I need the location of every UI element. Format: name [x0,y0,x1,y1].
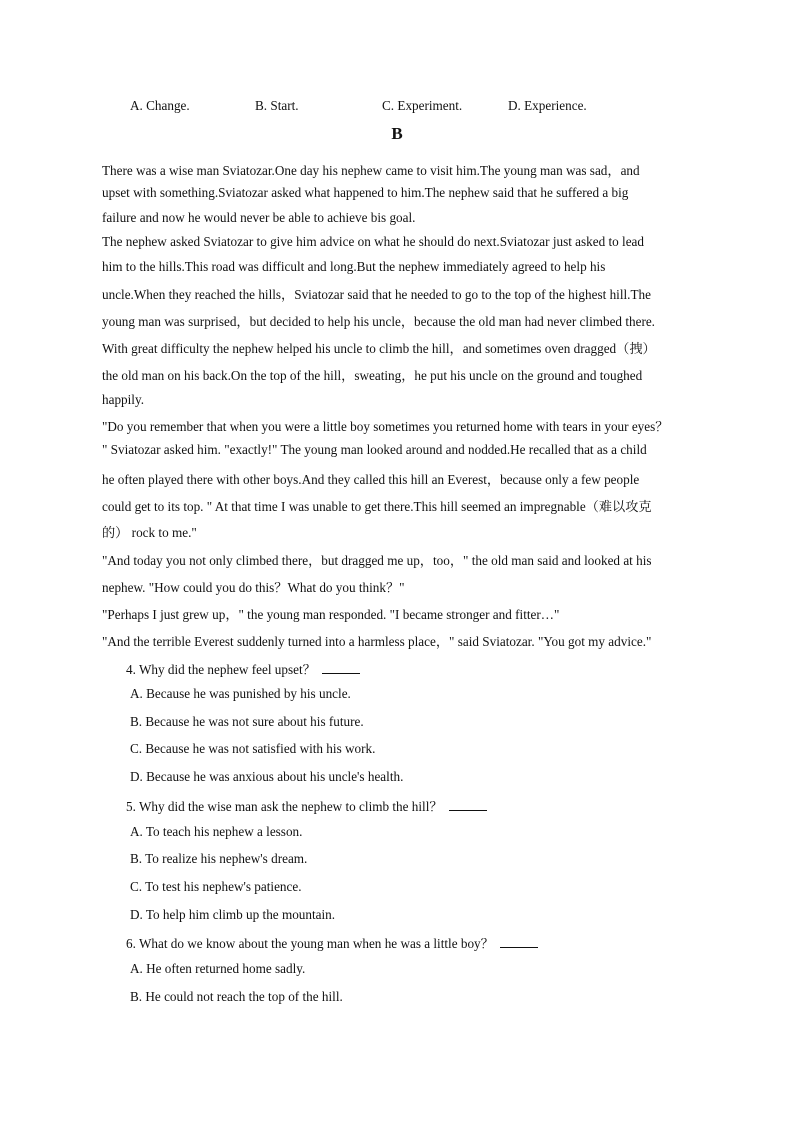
passage-line: 的） rock to me." [102,525,197,540]
passage-line: he often played there with other boys.And they called this hill an Everest，because only a few people [102,472,640,487]
passage-line: With great difficulty the nephew helped his uncle to climb the hill，and sometimes oven dragged（拽） [102,341,656,356]
passage-line: nephew. "How could you do this？What do you think？" [102,580,405,595]
question-4 [126,659,360,678]
question-6-stem: 6. What do we know about the young man when he was a little boy？ [126,936,494,951]
question-6-option-b[interactable]: B. He could not reach the top of the hill. [130,989,343,1004]
question-6-option-a[interactable]: A. He often returned home sadly. [130,961,306,976]
passage-line: "And today you not only climbed there，but dragged me up，too，" the old man said and looked at his [102,553,652,568]
question-4-option-d[interactable]: D. Because he was anxious about his uncle's health. [130,769,404,784]
passage-line: " Sviatozar asked him. "exactly!" The young man looked around and nodded.He recalled that as a child [102,442,647,457]
question-5-stem: 5. Why did the wise man ask the nephew to climb the hill？ [126,799,443,814]
passage-line: The nephew asked Sviatozar to give him advice on what he should do next.Sviatozar just asked to lead [102,234,645,249]
question-4-option-b[interactable]: B. Because he was not sure about his future. [130,714,364,729]
prev-option-a: A. Change. [130,98,190,113]
passage-line: could get to its top. " At that time I was unable to get there.This hill seemed an impregnable（难以攻克 [102,499,652,514]
question-5-option-d[interactable]: D. To help him climb up the mountain. [130,907,336,922]
prev-option-d: D. Experience. [508,98,587,113]
section-title: B [391,124,403,143]
question-4-option-a[interactable]: A. Because he was punished by his uncle. [130,686,351,701]
question-5-option-c[interactable]: C. To test his nephew's patience. [130,879,302,894]
passage-line: the old man on his back.On the top of the hill，sweating，he put his uncle on the ground and toughed [102,368,643,383]
answer-blank-5[interactable] [449,800,487,811]
question-6 [126,933,538,952]
passage-line: him to the hills.This road was difficult and long.But the nephew immediately agreed to help his [102,259,606,274]
answer-blank-4[interactable] [322,663,360,674]
question-5-option-b[interactable]: B. To realize his nephew's dream. [130,851,308,866]
passage-line: happily. [102,392,144,407]
passage-line: There was a wise man Sviatozar.One day his nephew came to visit him.The young man was sad，and [102,163,640,178]
passage-line: "Perhaps I just grew up，" the young man responded. "I became stronger and fitter…" [102,607,560,622]
question-5 [126,796,487,815]
question-5-option-a[interactable]: A. To teach his nephew a lesson. [130,824,303,839]
answer-blank-6[interactable] [500,937,538,948]
passage-line: "Do you remember that when you were a little boy sometimes you returned home with tears in your eyes？ [102,419,669,434]
passage-line: uncle.When they reached the hills，Sviatozar said that he needed to go to the top of the highest hill.The [102,287,651,302]
prev-option-c: C. Experiment. [382,98,463,113]
question-4-option-c[interactable]: C. Because he was not satisfied with his work. [130,741,376,756]
prev-option-b: B. Start. [255,98,299,113]
passage-line: failure and now he would never be able to achieve bis goal. [102,210,416,225]
question-4-stem: 4. Why did the nephew feel upset？ [126,662,316,677]
passage-line: young man was surprised，but decided to help his uncle，because the old man had never climbed there. [102,314,655,329]
passage-line: "And the terrible Everest suddenly turned into a harmless place，" said Sviatozar. "You got my advice." [102,634,652,649]
passage-line: upset with something.Sviatozar asked what happened to him.The nephew said that he suffered a big [102,185,629,200]
